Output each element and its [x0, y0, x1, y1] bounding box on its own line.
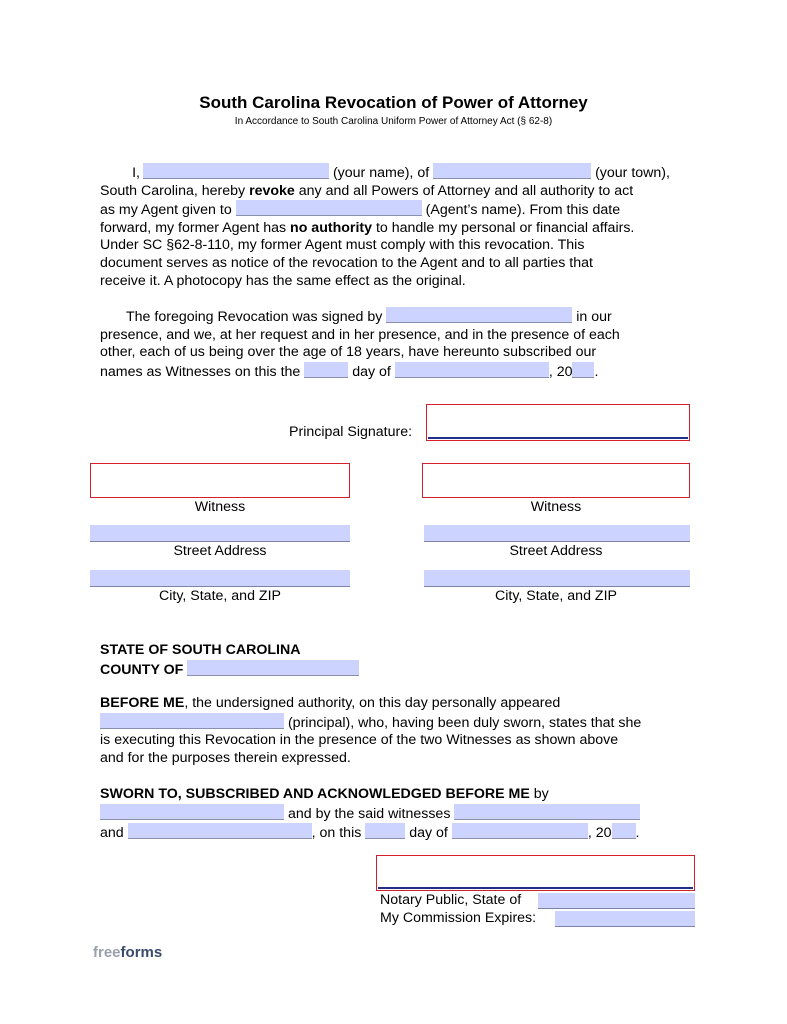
principal-signature-label: Principal Signature:: [289, 424, 413, 440]
witness-1-street-field[interactable]: [90, 525, 350, 542]
witness-para-line-2: presence, and we, at her request and in her presence, and in the presence of each: [100, 326, 620, 343]
revocation-line-4: forward, my former Agent has no authority to handle my personal or financial affairs.: [100, 219, 635, 236]
before-me-line-3: is executing this Revocation in the presence of the two Witnesses as shown above: [100, 732, 619, 749]
witness-day-field[interactable]: [304, 362, 348, 378]
county-line: COUNTY OF: [100, 660, 700, 680]
commission-label: My Commission Expires:: [380, 910, 537, 926]
notary-state-label: Notary Public, State of: [380, 892, 522, 908]
county-field[interactable]: [187, 660, 359, 676]
notary-signature-box[interactable]: [376, 855, 695, 891]
revocation-paragraph: [100, 163, 700, 290]
notary-state-field[interactable]: [538, 893, 695, 909]
sworn-paragraph: [100, 786, 700, 843]
signed-by-field[interactable]: [386, 307, 572, 323]
freeforms-logo: freeforms: [93, 944, 163, 961]
notary-signature-line: [378, 887, 693, 889]
witness-para-line-3: other, each of us being over the age of 18 years, have hereunto subscribed our: [100, 344, 597, 361]
revocation-line-1: I, (your name), of (your town),: [132, 165, 670, 181]
witness-1-label: Witness: [194, 499, 246, 515]
sworn-line-2: and by the said witnesses: [100, 804, 700, 824]
sworn-day-field[interactable]: [365, 823, 405, 839]
revocation-line-6: document serves as notice of the revocation to the Agent and to all parties that: [100, 254, 593, 271]
principal-signature-box[interactable]: [426, 404, 690, 441]
witness-2-label: Witness: [530, 499, 582, 515]
sworn-line-3: and , on this day of , 20 .: [100, 825, 640, 842]
page-title: South Carolina Revocation of Power of Attorney: [199, 93, 588, 112]
witness-para-line-1: The foregoing Revocation was signed by in our: [126, 309, 612, 325]
sworn-witness-2-field[interactable]: [128, 823, 312, 839]
revocation-line-7: receive it. A photocopy has the same effect as the original.: [100, 272, 466, 289]
principal-name-field[interactable]: [100, 713, 284, 729]
agent-name-field[interactable]: [236, 200, 422, 216]
witness-2-signature-box[interactable]: [422, 463, 690, 498]
revocation-line-3: as my Agent given to (Agent’s name). From this date: [100, 202, 621, 219]
witness-1-signature-box[interactable]: [90, 463, 350, 498]
your-town-field[interactable]: [433, 163, 591, 179]
witness-paragraph: [100, 307, 700, 381]
witness-2-city-label: City, State, and ZIP: [495, 588, 617, 604]
before-me-line-4: and for the purposes therein expressed.: [100, 749, 351, 766]
before-me-paragraph: [100, 695, 700, 767]
witness-2-city-field[interactable]: [424, 570, 690, 587]
witness-2-street-label: Street Address: [509, 543, 603, 559]
witness-year-field[interactable]: [572, 362, 594, 378]
sworn-line-1: SWORN TO, SUBSCRIBED AND ACKNOWLEDGED BEFORE ME by: [100, 786, 549, 802]
witness-1-street-label: Street Address: [173, 543, 267, 559]
revocation-line-5: Under SC §62-8-110, my former Agent must comply with this revocation. This: [100, 237, 585, 254]
witness-1-city-field[interactable]: [90, 570, 350, 587]
revocation-line-2: South Carolina, hereby revoke any and all Powers of Attorney and all authority to act: [100, 182, 634, 199]
witness-2-street-field[interactable]: [424, 525, 690, 542]
witness-month-field[interactable]: [395, 362, 549, 378]
sworn-witness-1-field[interactable]: [454, 804, 640, 820]
sworn-year-field[interactable]: [612, 823, 636, 839]
state-heading: STATE OF SOUTH CAROLINA: [100, 642, 301, 658]
before-me-line-2: (principal), who, having been duly sworn, states that she: [100, 713, 700, 733]
commission-field[interactable]: [555, 911, 695, 927]
sworn-principal-field[interactable]: [100, 804, 284, 820]
sworn-month-field[interactable]: [452, 823, 588, 839]
your-name-field[interactable]: [143, 163, 329, 179]
before-me-line-1: BEFORE ME, the undersigned authority, on this day personally appeared: [100, 695, 561, 711]
witness-1-city-label: City, State, and ZIP: [159, 588, 281, 604]
witness-para-line-4: names as Witnesses on this the day of , 20 .: [100, 363, 599, 380]
principal-signature-line: [428, 437, 688, 439]
page-subtitle: In Accordance to South Carolina Uniform Power of Attorney Act (§ 62-8): [234, 116, 553, 127]
